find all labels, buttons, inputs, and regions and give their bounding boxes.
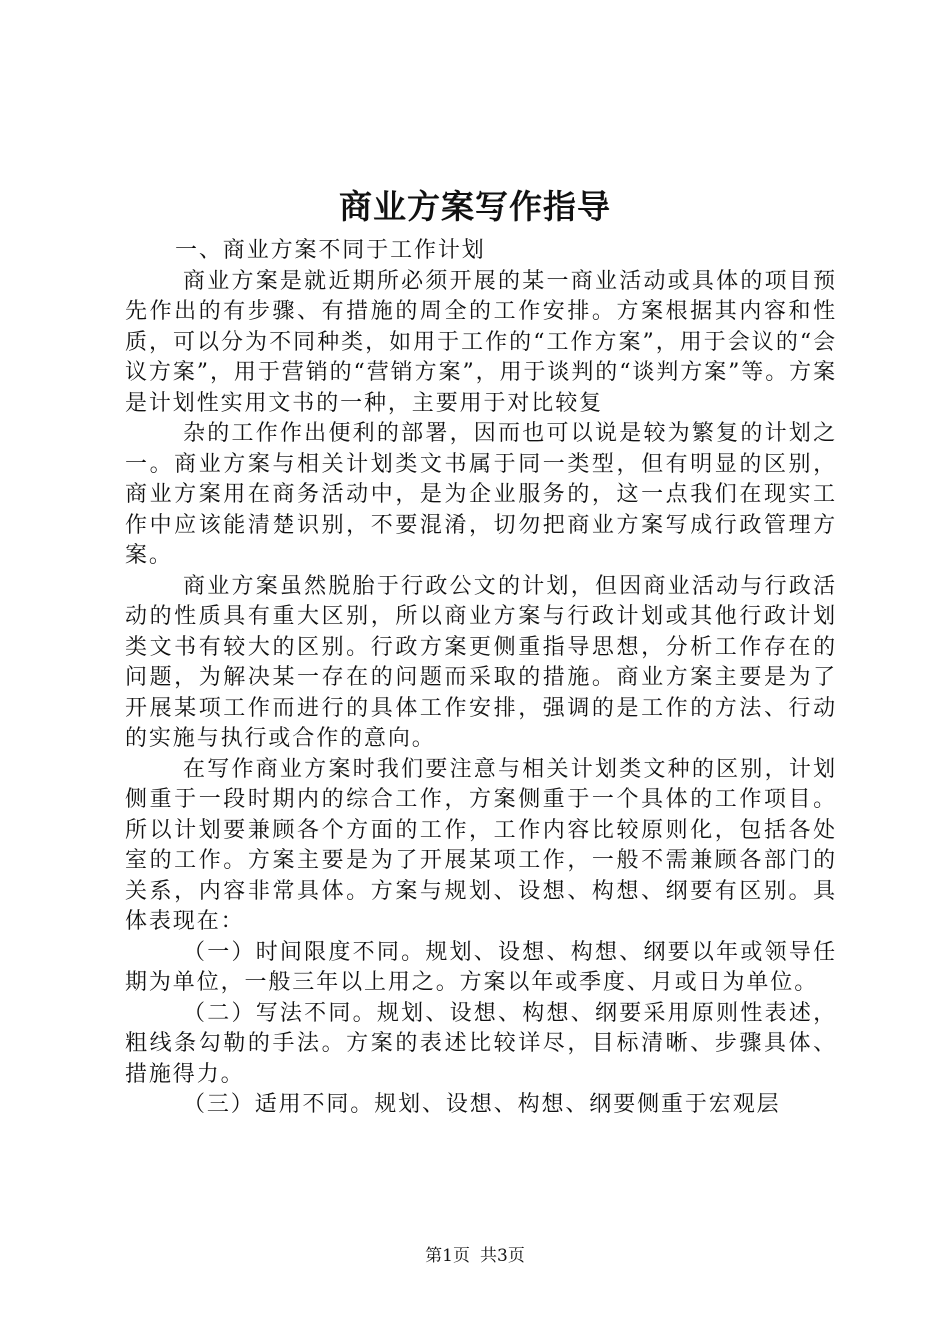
- page-footer: [0, 1245, 950, 1267]
- page-number: 第1页: [425, 1246, 470, 1266]
- body-paragraph: 在写作商业方案时我们要注意与相关计划类文种的区别，计划侧重于一段时期内的综合工作，方案侧重于一个具体的工作项目。所以计划要兼顾各个方面的工作，工作内容比较原则化，包括各处室的工作。方案主要是为了开展某项工作，一般不需兼顾各部门的关系，内容非常具体。方案与规划、设想、构想、纲要有区别。具体表现在：: [125, 756, 837, 934]
- list-item-paragraph: （二）写法不同。规划、设想、构想、纲要采用原则性表述，粗线条勾勒的手法。方案的表述比较详尽，目标清晰、步骤具体、措施得力。: [125, 1000, 837, 1087]
- document-body: [125, 236, 837, 1121]
- body-paragraph: 商业方案虽然脱胎于行政公文的计划，但因商业活动与行政活动的性质具有重大区别，所以商业方案与行政计划或其他行政计划类文书有较大的区别。行政方案更侧重指导思想，分析工作存在的问题，为解决某一存在的问题而采取的措施。商业方案主要是为了开展某项工作而进行的具体工作安排，强调的是工作的方法、行动的实施与执行或合作的意向。: [125, 573, 837, 751]
- page-total: 共3页: [480, 1246, 525, 1266]
- body-paragraph: 商业方案是就近期所必须开展的某一商业活动或具体的项目预先作出的有步骤、有措施的周全的工作安排。方案根据其内容和性质，可以分为不同种类，如用于工作的“工作方案”，用于会议的“会议方案”，用于营销的“营销方案”，用于谈判的“谈判方案”等。方案是计划性实用文书的一种，主要用于对比较复: [125, 268, 837, 416]
- list-item-paragraph: （三）适用不同。规划、设想、构想、纲要侧重于宏观层: [183, 1092, 781, 1117]
- body-paragraph: 杂的工作作出便利的部署，因而也可以说是较为繁复的计划之一。商业方案与相关计划类文书属于同一类型，但有明显的区别，商业方案用在商务活动中，是为企业服务的，这一点我们在现实工作中应该能清楚识别，不要混淆，切勿把商业方案写成行政管理方案。: [125, 421, 837, 568]
- document-title: 商业方案写作指导: [339, 187, 611, 226]
- section-heading: 一、商业方案不同于工作计划: [175, 238, 486, 263]
- list-item-paragraph: （一）时间限度不同。规划、设想、构想、纲要以年或领导任期为单位，一般三年以上用之。方案以年或季度、月或日为单位。: [125, 939, 837, 995]
